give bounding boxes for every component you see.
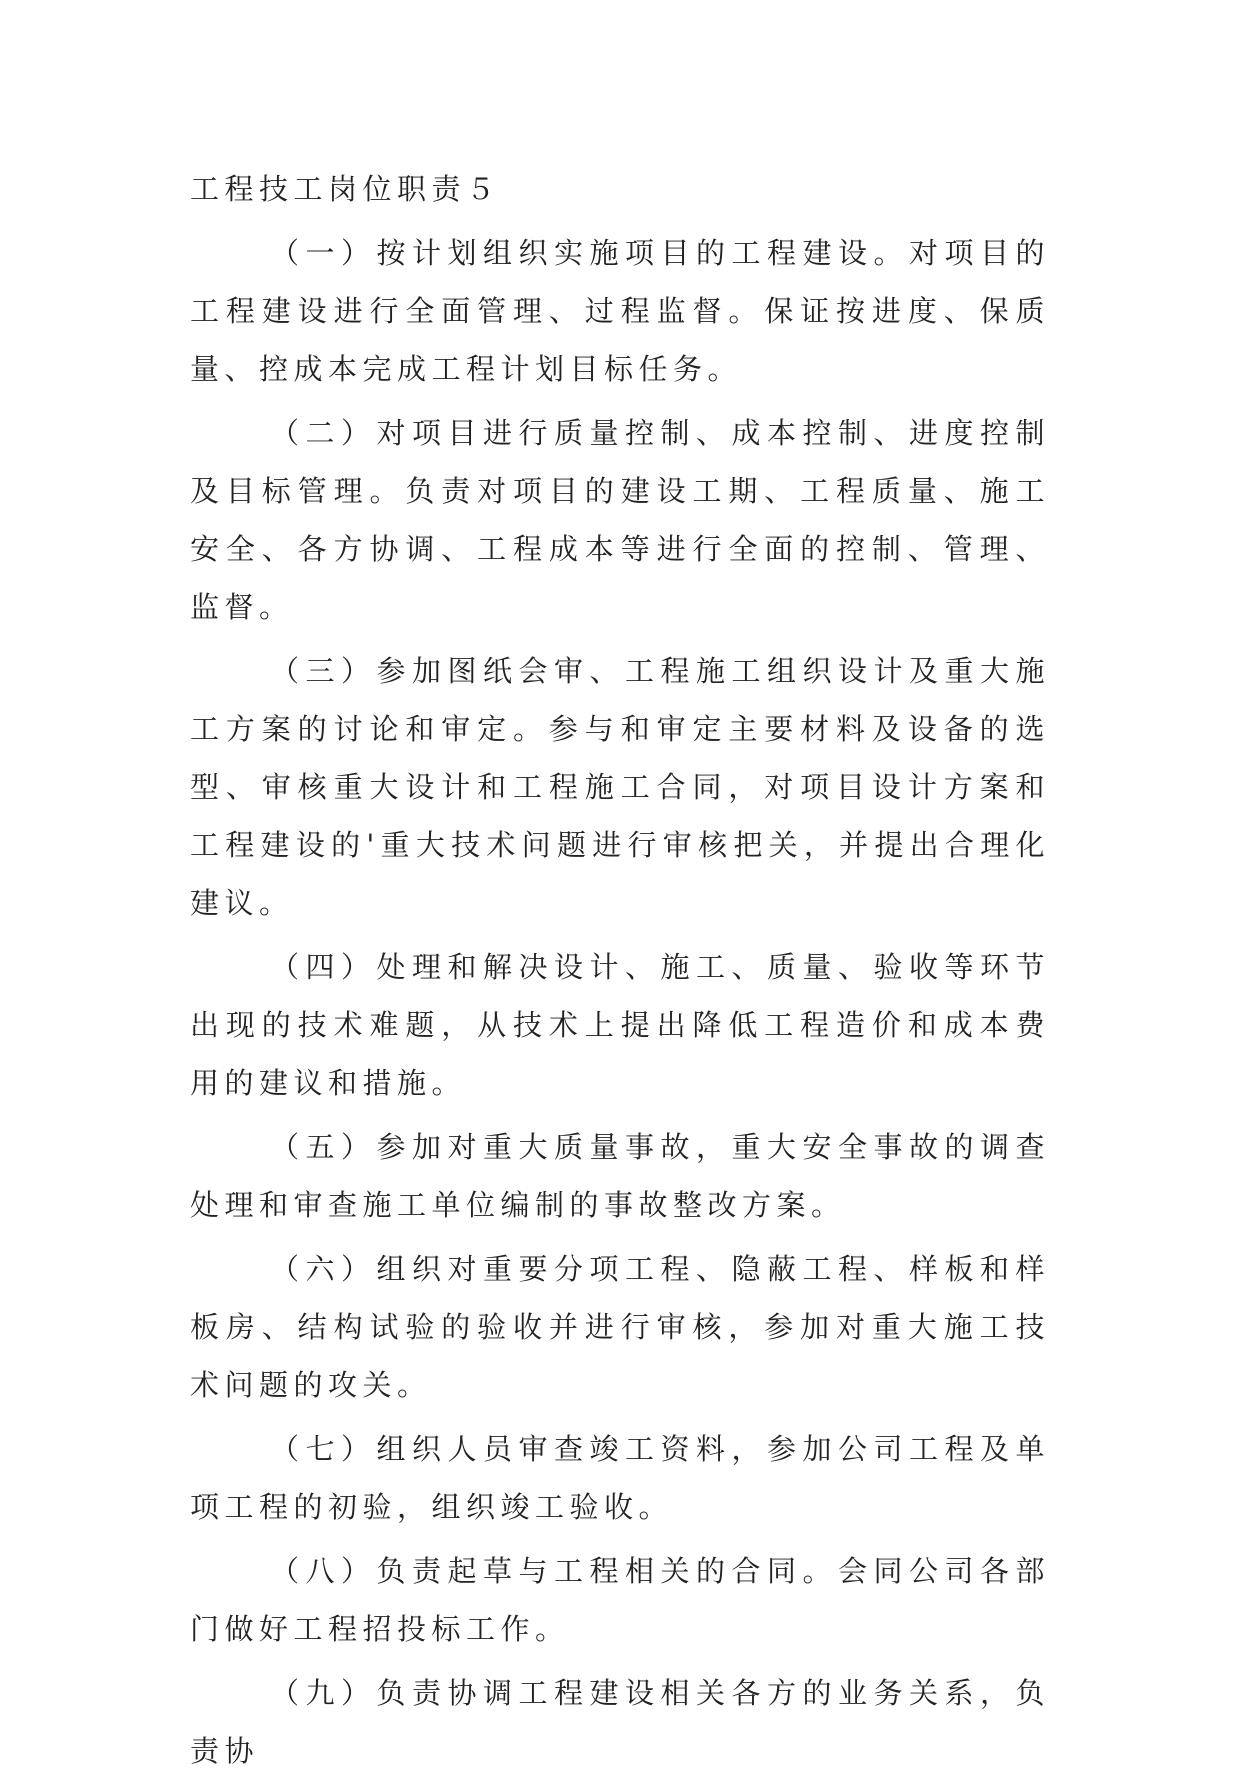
document-body — [190, 160, 1050, 1780]
document-title: 工程技工岗位职责５ — [190, 172, 501, 206]
paragraph-1: （一）按计划组织实施项目的工程建设。对项目的工程建设进行全面管理、过程监督。保证按进度、保质量、控成本完成工程计划目标任务。 — [190, 236, 1050, 386]
paragraph-6: （六）组织对重要分项工程、隐蔽工程、样板和样板房、结构试验的验收并进行审核，参加对重大施工技术问题的攻关。 — [190, 1252, 1050, 1402]
paragraph-8: （八）负责起草与工程相关的合同。会同公司各部门做好工程招投标工作。 — [190, 1554, 1050, 1646]
paragraph-3: （三）参加图纸会审、工程施工组织设计及重大施工方案的讨论和审定。参与和审定主要材料及设备的选型、审核重大设计和工程施工合同，对项目设计方案和工程建设的'重大技术问题进行审核把关，并提出合理化建议。 — [190, 654, 1050, 920]
paragraph-9: （九）负责协调工程建设相关各方的业务关系，负责协 — [190, 1676, 1050, 1768]
paragraph-4: （四）处理和解决设计、施工、质量、验收等环节出现的技术难题，从技术上提出降低工程造价和成本费用的建议和措施。 — [190, 950, 1050, 1100]
paragraph-2: （二）对项目进行质量控制、成本控制、进度控制及目标管理。负责对项目的建设工期、工程质量、施工安全、各方协调、工程成本等进行全面的控制、管理、监督。 — [190, 416, 1050, 624]
paragraph-5: （五）参加对重大质量事故，重大安全事故的调查处理和审查施工单位编制的事故整改方案。 — [190, 1130, 1050, 1222]
paragraph-7: （七）组织人员审查竣工资料，参加公司工程及单项工程的初验，组织竣工验收。 — [190, 1432, 1050, 1524]
